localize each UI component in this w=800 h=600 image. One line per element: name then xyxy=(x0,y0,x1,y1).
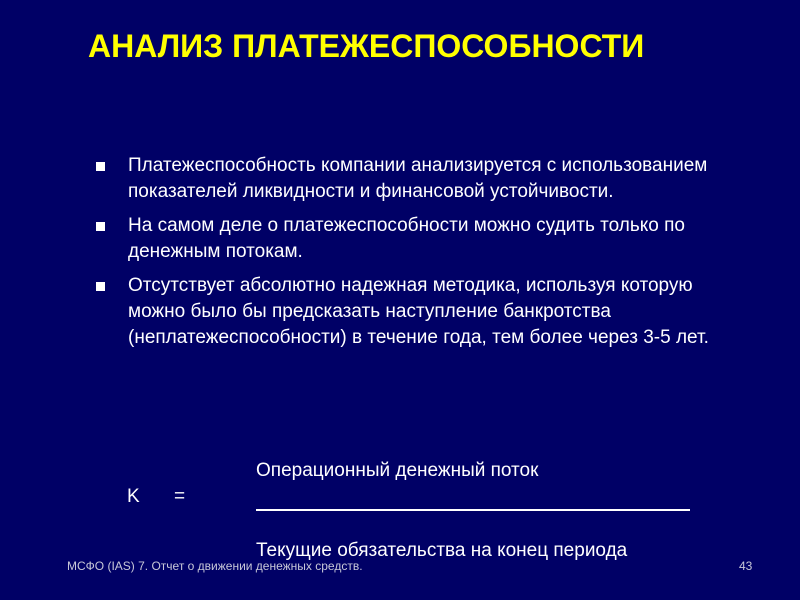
footer-text: МСФО (IAS) 7. Отчет о движении денежных средств. xyxy=(67,559,363,573)
square-bullet-icon xyxy=(96,282,105,291)
page-number: 43 xyxy=(739,559,753,573)
formula-symbol: K xyxy=(127,486,140,507)
bullet-text: На самом деле о платежеспособности можно судить только по денежным потокам. xyxy=(128,215,685,262)
bullet-item xyxy=(92,153,712,205)
slide-title: АНАЛИЗ ПЛАТЕЖЕСПОСОБНОСТИ xyxy=(88,28,645,64)
bullet-list xyxy=(92,153,712,359)
square-bullet-icon xyxy=(96,222,105,231)
formula-denominator: Текущие обязательства на конец периода xyxy=(256,540,628,561)
bullet-text: Отсутствует абсолютно надежная методика, используя которую можно было бы предсказать наступление банкротства (неплатежеспособности) в течение года, тем более через 3-5 лет. xyxy=(128,275,709,348)
bullet-item xyxy=(92,273,712,351)
fraction-line xyxy=(256,509,690,511)
bullet-item xyxy=(92,213,712,265)
formula-equals-sign: = xyxy=(174,486,186,507)
square-bullet-icon xyxy=(96,162,105,171)
bullet-text: Платежеспособность компании анализируется с использованием показателей ликвидности и финансовой устойчивости. xyxy=(128,155,708,202)
formula-numerator: Операционный денежный поток xyxy=(256,460,539,481)
